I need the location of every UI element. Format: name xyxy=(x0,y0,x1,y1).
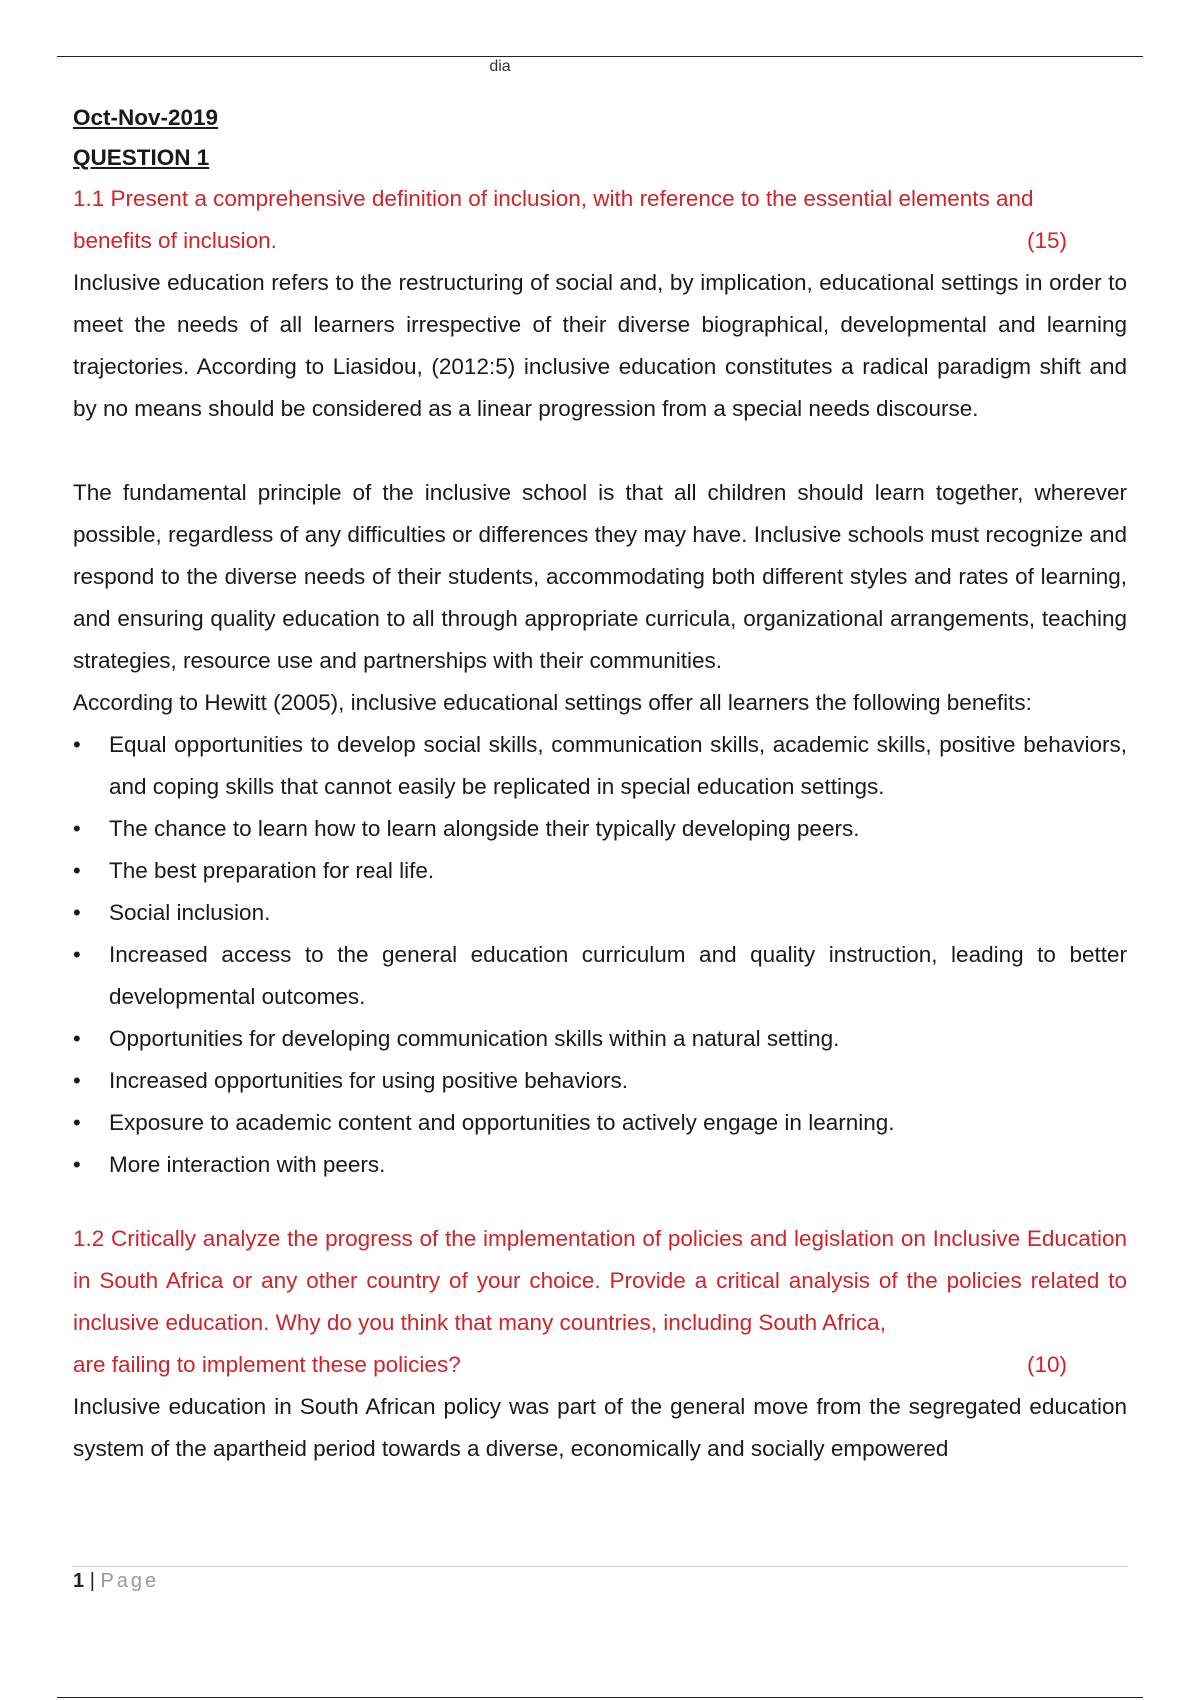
question-heading: QUESTION 1 xyxy=(73,145,210,170)
question-1-1-line2: benefits of inclusion. xyxy=(73,228,277,253)
answer-paragraph-4: Inclusive education in South African policy was part of the general move from the segregated education system of the apartheid period towards a diverse, economically and socially empowered xyxy=(73,1394,1127,1461)
list-item: The best preparation for real life. xyxy=(109,858,435,883)
list-item: Social inclusion. xyxy=(109,900,271,925)
list-item: Increased access to the general education curriculum and quality instruction, leading to better developmental outcomes. xyxy=(109,942,1127,1009)
answer-paragraph-2: The fundamental principle of the inclusive school is that all children should learn together, wherever possible, regardless of any difficulties or differences they may have. Inclusive schools must recognize and respond to the diverse needs of their students, accommodating both different styles and rates of learning, and ensuring quality education to all through appropriate curricula, organizational arrangements, teaching strategies, resource use and partnerships with their communities. xyxy=(73,480,1127,673)
list-item: The chance to learn how to learn alongside their typically developing peers. xyxy=(109,816,860,841)
header-text: dia xyxy=(489,58,511,75)
question-1-1-marks: (15) xyxy=(1026,228,1067,253)
answer-paragraph-1: Inclusive education refers to the restructuring of social and, by implication, educational settings in order to meet the needs of all learners irrespective of their diverse biographical, developmental and learning trajectories. According to Liasidou, (2012:5) inclusive education constitutes a radical paradigm shift and by no means should be considered as a linear progression from a special needs discourse. xyxy=(73,270,1127,421)
question-1-1 xyxy=(73,178,1127,262)
answer-paragraph-3: According to Hewitt (2005), inclusive educational settings offer all learners the following benefits: xyxy=(73,690,1032,715)
list-item: Equal opportunities to develop social skills, communication skills, academic skills, positive behaviors, and coping skills that cannot easily be replicated in special education settings. xyxy=(109,732,1127,799)
question-1-2-text: 1.2 Critically analyze the progress of the implementation of policies and legislation on Inclusive Education in South Africa or any other country of your choice. Provide a critical analysis of the policies related to inclusive education. Why do you think that many countries, including South Africa, xyxy=(73,1226,1127,1335)
footer-separator: | xyxy=(89,1570,95,1592)
question-1-2 xyxy=(73,1218,1127,1386)
header-rule xyxy=(57,56,1143,57)
list-item: Increased opportunities for using positive behaviors. xyxy=(109,1068,629,1093)
page-label: Page xyxy=(100,1570,160,1592)
footer-rule xyxy=(73,1566,1127,1567)
question-1-1-line1: 1.1 Present a comprehensive definition of inclusion, with reference to the essential elements and xyxy=(73,186,1034,211)
bottom-rule xyxy=(57,1697,1143,1698)
page-footer xyxy=(73,1570,159,1593)
question-1-2-marks: (10) xyxy=(1026,1352,1067,1377)
list-item: Exposure to academic content and opportunities to actively engage in learning. xyxy=(109,1110,895,1135)
exam-title: Oct-Nov-2019 xyxy=(73,105,219,130)
benefits-list xyxy=(73,724,1127,1186)
question-1-2-last-line: are failing to implement these policies? xyxy=(73,1352,461,1377)
list-item: More interaction with peers. xyxy=(109,1152,386,1177)
document-body xyxy=(73,98,1127,1470)
list-item: Opportunities for developing communication skills within a natural setting. xyxy=(109,1026,840,1051)
page-number: 1 xyxy=(73,1570,85,1592)
